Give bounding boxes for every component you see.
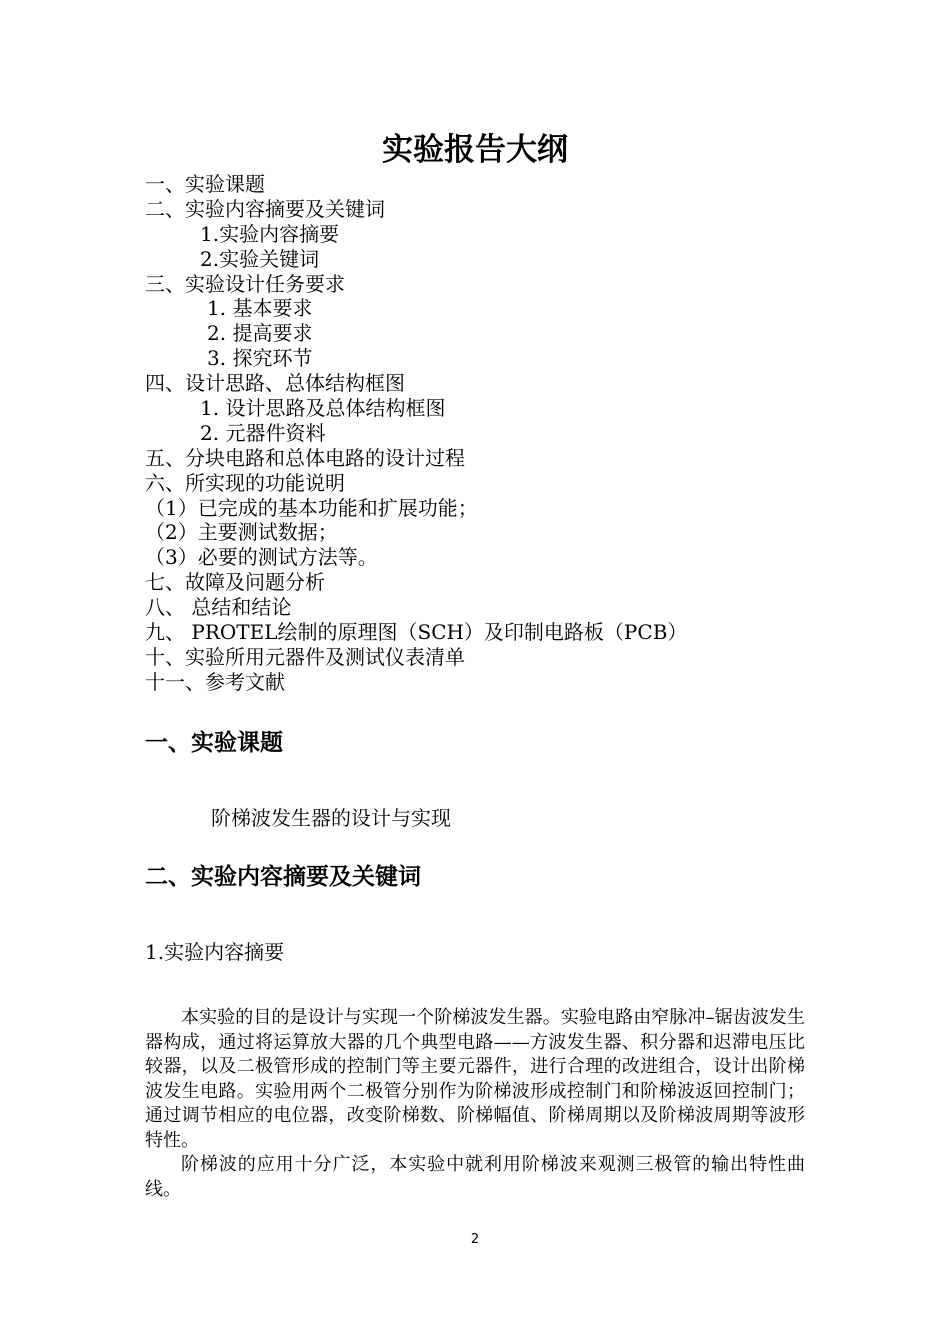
outline-subitem: 2.实验关键词 [200,246,320,271]
outline-item: 二、实验内容摘要及关键词 [145,196,385,221]
outline-item: 十、实验所用元器件及测试仪表清单 [145,644,465,669]
paragraph: 本实验的目的是设计与实现一个阶梯波发生器。实验电路由窄脉冲–锯齿波发生器构成，通过将运算放大器的几个典型电路——方波发生器、积分器和迟滞电压比较器，以及二极管形成的控制门等主要元器件，进行合理的改进组合，设计出阶梯波发生电路。实验用两个二极管分别作为阶梯波形成控制门和阶梯波返回控制门；通过调节相应的电位器，改变阶梯数、阶梯幅值、阶梯周期以及阶梯波周期等波形特性。 [145,1007,805,1151]
outline-item: 七、故障及问题分析 [145,570,325,595]
outline-item: （2）主要测试数据； [145,520,338,545]
document-title: 实验报告大纲 [382,132,568,168]
outline-item: （3）必要的测试方法等。 [145,545,378,570]
outline-subitem: 2. 提高要求 [207,321,313,346]
section-heading: 二、实验内容摘要及关键词 [145,864,421,890]
section-heading: 一、实验课题 [145,730,283,756]
outline-item: （1）已完成的基本功能和扩展功能； [145,495,478,520]
page-number: 2 [470,1232,480,1247]
outline-item: 八、 总结和结论 [145,595,292,620]
outline-item: 一、实验课题 [145,172,265,196]
outline-subitem: 2. 元器件资料 [200,420,326,445]
outline-item: 四、设计思路、总体结构框图 [145,371,405,396]
subsection-heading: 1.实验内容摘要 [145,940,285,964]
abstract-body [145,1006,805,1202]
outline-item: 九、 PROTEL绘制的原理图（SCH）及印制电路板（PCB） [145,620,688,645]
outline-item: 五、分块电路和总体电路的设计过程 [145,445,465,470]
outline-item: 三、实验设计任务要求 [145,271,345,296]
outline-subitem: 1. 基本要求 [207,296,313,321]
section-content: 阶梯波发生器的设计与实现 [211,806,451,830]
outline-list [145,172,805,695]
outline-subitem: 3. 探究环节 [207,346,313,371]
paragraph: 阶梯波的应用十分广泛，本实验中就利用阶梯波来观测三极管的输出特性曲线。 [145,1154,805,1200]
outline-item: 六、所实现的功能说明 [145,470,345,495]
outline-subitem: 1.实验内容摘要 [200,221,340,246]
outline-item: 十一、参考文献 [145,669,285,694]
outline-subitem: 1. 设计思路及总体结构框图 [200,396,446,421]
